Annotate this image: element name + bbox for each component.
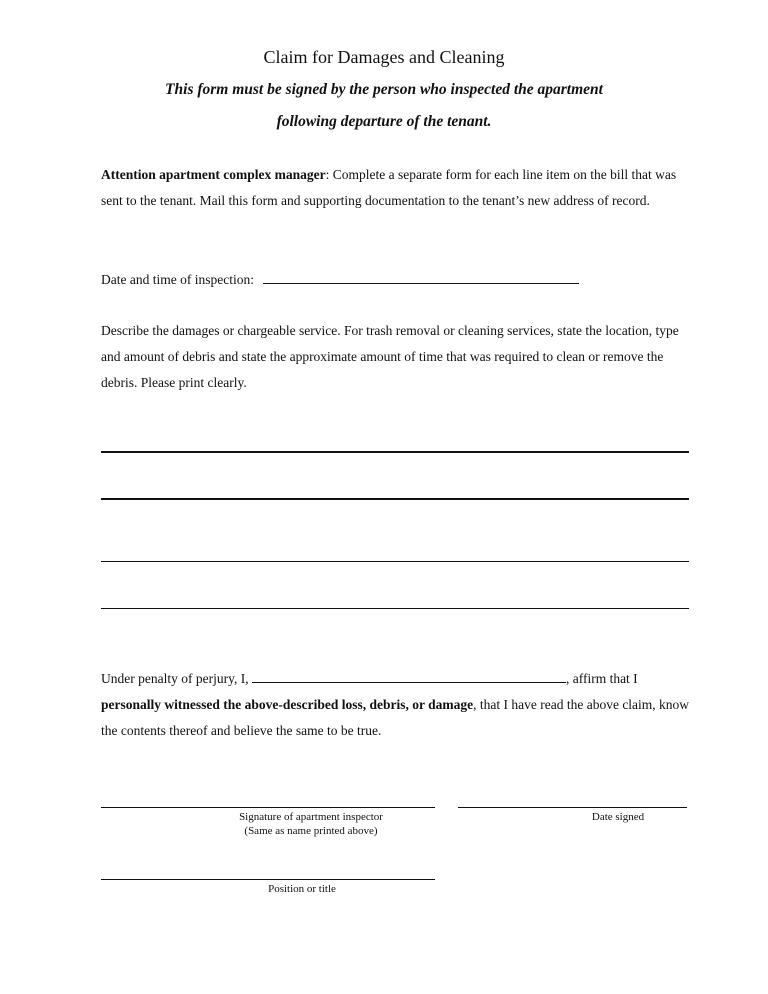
form-subtitle-line-2: following departure of the tenant.: [276, 113, 492, 130]
signature-line[interactable]: [101, 807, 435, 808]
position-title-line[interactable]: [101, 879, 435, 880]
perjury-name-field[interactable]: [252, 669, 566, 683]
description-line-1[interactable]: [101, 451, 689, 453]
date-signed-caption: Date signed: [591, 811, 645, 823]
signature-caption-line-2: (Same as name printed above): [244, 825, 378, 837]
inspection-date-label: Date and time of inspection:: [101, 272, 254, 287]
attention-text: : Complete a separate form for each line item on the bill that was sent to the tenant. Mail this form and supporting documentation to the tenant’s new address of record.: [101, 167, 677, 208]
perjury-bold-clause: personally witnessed the above-described loss, debris, or damage: [101, 697, 474, 712]
attention-paragraph: [101, 162, 691, 214]
perjury-suffix: , affirm that I: [565, 671, 638, 686]
describe-instructions: Describe the damages or chargeable service. For trash removal or cleaning services, state the location, type and amount of debris and state the approximate amount of time that was required to clean or remove the debris. Please print clearly.: [101, 323, 679, 390]
form-subtitle-line-1: This form must be signed by the person who inspected the apartment: [165, 81, 603, 98]
signature-caption: [101, 810, 521, 838]
description-line-4[interactable]: [101, 608, 689, 609]
description-line-2[interactable]: [101, 498, 689, 500]
position-title-caption: Position or title: [268, 883, 336, 895]
perjury-rest: , that I have read the above claim, know the contents thereof and believe the same to be true.: [101, 697, 690, 738]
perjury-statement: [101, 666, 691, 744]
description-line-3[interactable]: [101, 561, 689, 562]
inspection-date-row: [101, 267, 691, 293]
attention-label: Attention apartment complex manager: [101, 167, 326, 182]
form-title: Claim for Damages and Cleaning: [263, 47, 505, 67]
inspection-date-field[interactable]: [263, 270, 579, 284]
signature-caption-line-1: Signature of apartment inspector: [239, 811, 383, 823]
date-signed-line[interactable]: [458, 807, 687, 808]
perjury-prefix: Under penalty of perjury, I,: [101, 671, 249, 686]
